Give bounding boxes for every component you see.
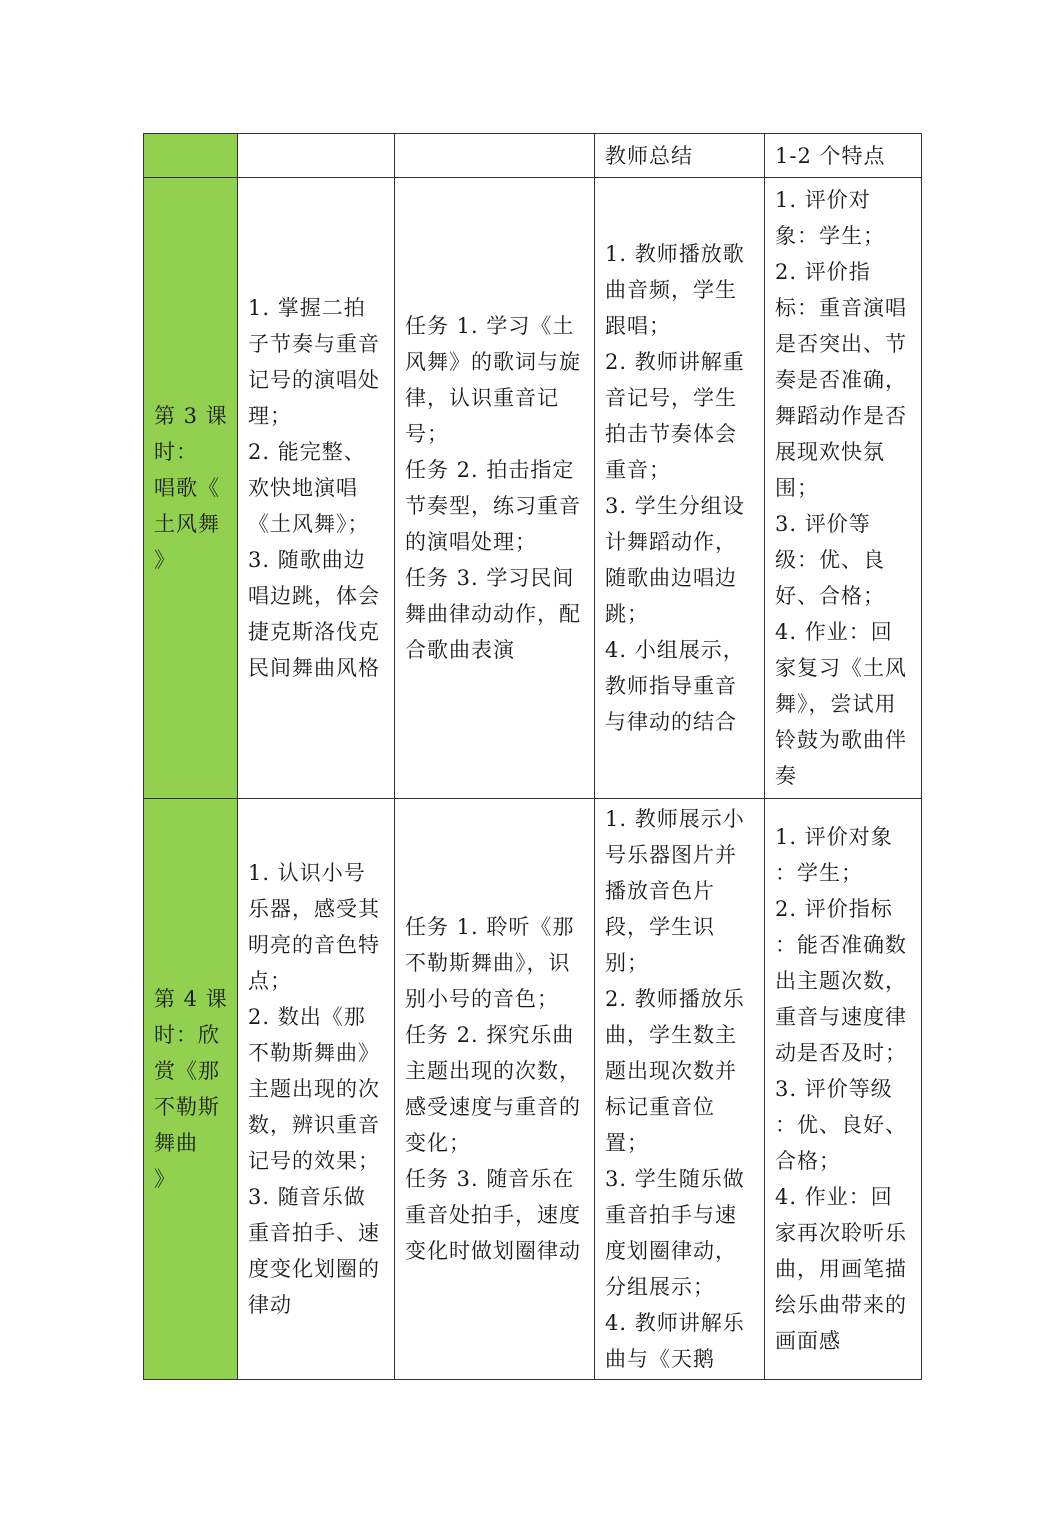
text-line: 时： — [154, 440, 198, 464]
text-line: 任务 2. 拍击指定 — [405, 458, 575, 482]
lesson-3-tasks-cell — [395, 178, 595, 799]
text-line: 记号的效果； — [248, 1149, 380, 1173]
lesson-3-cell — [144, 178, 238, 799]
table-row-lesson-4 — [144, 799, 922, 1380]
text-line: 重音拍手、速 — [248, 1221, 380, 1245]
text-line: 不勒斯舞曲》 — [248, 1041, 380, 1065]
text-line: 好、合格； — [775, 584, 885, 608]
text-line: 1. 评价对 — [775, 188, 871, 212]
text-line: 3. 学生随乐做 — [605, 1167, 745, 1191]
text-line: 奏是否准确， — [775, 368, 907, 392]
text-line: 时：欣 — [154, 1023, 220, 1047]
lesson-cell-empty — [144, 134, 238, 178]
text-line: 3. 评价等级 — [775, 1077, 893, 1101]
text-line: 级：优、良 — [775, 548, 885, 572]
features-text: 1-2 个特点 — [775, 143, 886, 168]
teacher-summary-text: 教师总结 — [605, 143, 693, 168]
text-line: 2. 教师播放乐 — [605, 987, 745, 1011]
text-line: 任务 1. 学习《土 — [405, 314, 575, 338]
table-row-header — [144, 134, 922, 178]
text-line: 任务 3. 学习民间 — [405, 566, 575, 590]
text-line: 乐器，感受其 — [248, 897, 380, 921]
text-line: 律，认识重音记 — [405, 386, 559, 410]
text-line: 段，学生识 — [605, 915, 715, 939]
text-line: 重音与速度律 — [775, 1005, 907, 1029]
text-line: 主题出现的次 — [248, 1077, 380, 1101]
lesson-3-activities-cell — [595, 178, 765, 799]
text-line: 》 — [154, 548, 176, 572]
text-line: 4. 小组展示， — [605, 638, 745, 662]
lesson-plan-table — [143, 133, 922, 1380]
text-line: 舞曲律动动作，配 — [405, 602, 581, 626]
text-line: 民间舞曲风格 — [248, 656, 380, 680]
text-line: 3. 学生分组设 — [605, 494, 745, 518]
text-line: 3. 随歌曲边 — [248, 548, 366, 572]
text-line: 变化； — [405, 1131, 471, 1155]
text-line: 2. 能完整、 — [248, 440, 366, 464]
text-line: 舞曲 — [154, 1131, 198, 1155]
text-line: 唱歌《 — [154, 476, 220, 500]
lesson-3-objectives-cell — [238, 178, 395, 799]
text-line: 节奏型，练习重音 — [405, 494, 581, 518]
text-line: 度划圈律动， — [605, 1239, 737, 1263]
text-line: ：能否准确数 — [775, 933, 907, 957]
text-line: 欢快地演唱 — [248, 476, 358, 500]
text-line: 4. 作业：回 — [775, 1185, 893, 1209]
text-line: 合格； — [775, 1149, 841, 1173]
text-line: 2. 教师讲解重 — [605, 350, 745, 374]
text-line: 围； — [775, 476, 819, 500]
text-line: 土风舞 — [154, 512, 220, 536]
teacher-summary-cell — [595, 134, 765, 178]
text-line: 合歌曲表演 — [405, 638, 515, 662]
lesson-4-tasks-cell — [395, 799, 595, 1380]
text-line: 感受速度与重音的 — [405, 1095, 581, 1119]
text-line: 子节奏与重音 — [248, 332, 380, 356]
text-line: 明亮的音色特 — [248, 933, 380, 957]
text-line: 律动 — [248, 1293, 292, 1317]
text-line: 舞蹈动作是否 — [775, 404, 907, 428]
table-row-lesson-3 — [144, 178, 922, 799]
text-line: ：优、良好、 — [775, 1113, 907, 1137]
objectives-cell-empty — [238, 134, 395, 178]
lesson-4-activities-cell — [595, 799, 765, 1380]
text-line: 拍击节奏体会 — [605, 422, 737, 446]
text-line: 变化时做划圈律动 — [405, 1239, 581, 1263]
text-line: 跟唱； — [605, 314, 671, 338]
text-line: 曲，学生数主 — [605, 1023, 737, 1047]
text-line: 捷克斯洛伐克 — [248, 620, 380, 644]
text-line: 教师指导重音 — [605, 674, 737, 698]
text-line: 3. 随音乐做 — [248, 1185, 366, 1209]
text-line: 与律动的结合 — [605, 710, 737, 734]
text-line: 1. 掌握二拍 — [248, 296, 366, 320]
text-line: 舞》，尝试用 — [775, 692, 897, 716]
text-line: 不勒斯 — [154, 1095, 220, 1119]
text-line: 2. 评价指 — [775, 260, 871, 284]
text-line: 任务 1. 聆听《那 — [405, 915, 575, 939]
lesson-3-evaluation-cell — [765, 178, 922, 799]
text-line: 别； — [605, 951, 649, 975]
text-line: 唱边跳，体会 — [248, 584, 380, 608]
text-line: 跳； — [605, 602, 649, 626]
text-line: 《土风舞》； — [248, 512, 370, 536]
text-line: 3. 评价等 — [775, 512, 871, 536]
text-line: 1. 教师展示小 — [605, 807, 745, 831]
text-line: 出主题次数， — [775, 969, 907, 993]
text-line: 重音拍手与速 — [605, 1203, 737, 1227]
text-line: 动是否及时； — [775, 1041, 907, 1065]
text-line: 是否突出、节 — [775, 332, 907, 356]
text-line: 2. 评价指标 — [775, 897, 893, 921]
text-line: 任务 2. 探究乐曲 — [405, 1023, 575, 1047]
text-line: 绘乐曲带来的 — [775, 1293, 907, 1317]
text-line: 风舞》的歌词与旋 — [405, 350, 581, 374]
text-line: 4. 作业：回 — [775, 620, 893, 644]
text-line: 记号的演唱处 — [248, 368, 380, 392]
text-line: 播放音色片 — [605, 879, 715, 903]
text-line: 4. 教师讲解乐 — [605, 1311, 745, 1335]
text-line: 号； — [405, 422, 449, 446]
tasks-cell-empty — [395, 134, 595, 178]
text-line: 别小号的音色； — [405, 987, 559, 1011]
text-line: 度变化划圈的 — [248, 1257, 380, 1281]
text-line: 赏《那 — [154, 1059, 220, 1083]
text-line: 第 3 课 — [154, 404, 228, 428]
features-cell — [765, 134, 922, 178]
text-line: 号乐器图片并 — [605, 843, 737, 867]
text-line: 奏 — [775, 764, 797, 788]
text-line: 随歌曲边唱边 — [605, 566, 737, 590]
lesson-4-cell — [144, 799, 238, 1380]
text-line: 点； — [248, 969, 292, 993]
text-line: 2. 数出《那 — [248, 1005, 366, 1029]
text-line: 数，辨识重音 — [248, 1113, 380, 1137]
text-line: 画面感 — [775, 1329, 841, 1353]
text-line: 1. 评价对象 — [775, 825, 893, 849]
text-line: 任务 3. 随音乐在 — [405, 1167, 575, 1191]
text-line: 置； — [605, 1131, 649, 1155]
text-line: 曲，用画笔描 — [775, 1257, 907, 1281]
text-line: 计舞蹈动作， — [605, 530, 737, 554]
text-line: 》 — [154, 1167, 176, 1191]
text-line: 1. 认识小号 — [248, 861, 366, 885]
text-line: 不勒斯舞曲》，识 — [405, 951, 571, 975]
lesson-4-evaluation-cell — [765, 799, 922, 1380]
text-line: 展现欢快氛 — [775, 440, 885, 464]
text-line: 象：学生； — [775, 224, 885, 248]
text-line: 音记号，学生 — [605, 386, 737, 410]
text-line: 家再次聆听乐 — [775, 1221, 907, 1245]
text-line: ：学生； — [775, 861, 863, 885]
text-line: 铃鼓为歌曲伴 — [775, 728, 907, 752]
text-line: 曲与《天鹅 — [605, 1347, 715, 1371]
text-line: 标记重音位 — [605, 1095, 715, 1119]
text-line: 重音； — [605, 458, 671, 482]
text-line: 曲音频，学生 — [605, 278, 737, 302]
lesson-4-objectives-cell — [238, 799, 395, 1380]
text-line: 第 4 课 — [154, 987, 228, 1011]
text-line: 的演唱处理； — [405, 530, 537, 554]
text-line: 1. 教师播放歌 — [605, 242, 745, 266]
text-line: 理； — [248, 404, 292, 428]
text-line: 标：重音演唱 — [775, 296, 907, 320]
text-line: 家复习《土风 — [775, 656, 907, 680]
text-line: 题出现次数并 — [605, 1059, 737, 1083]
text-line: 重音处拍手，速度 — [405, 1203, 581, 1227]
text-line: 分组展示； — [605, 1275, 715, 1299]
text-line: 主题出现的次数， — [405, 1059, 581, 1083]
